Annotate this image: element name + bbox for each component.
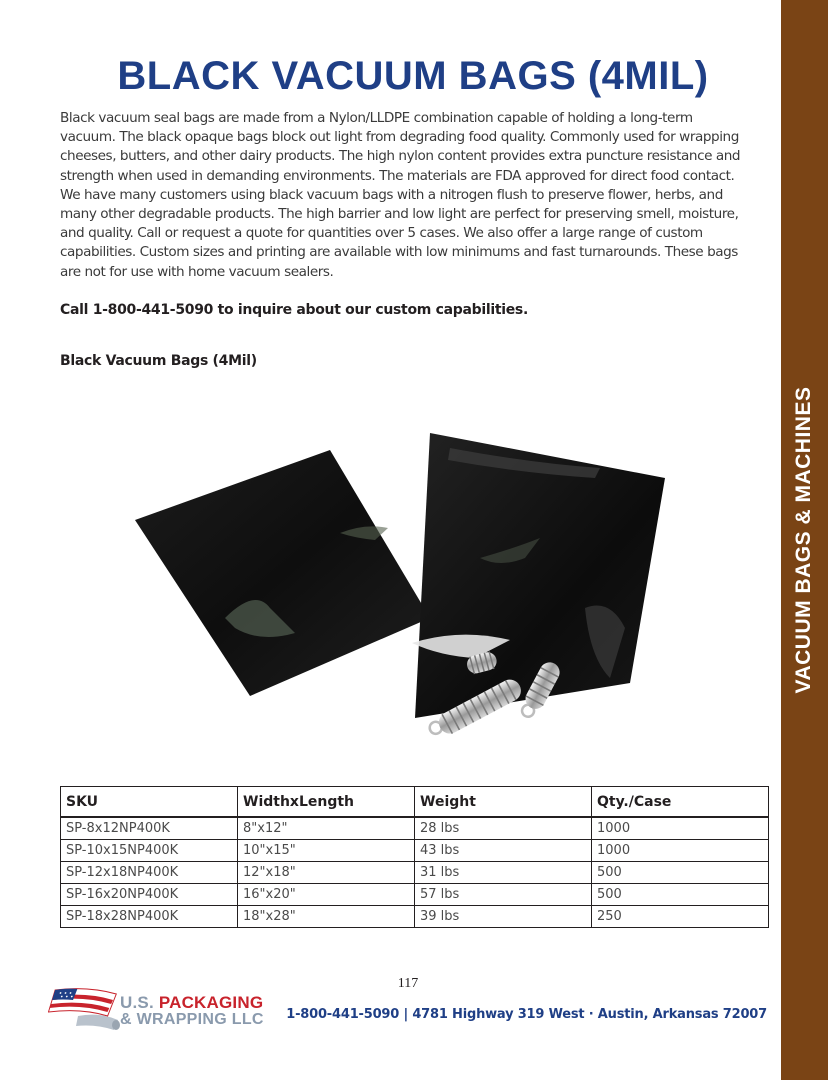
sku-cell: SP-16x20NP400K <box>61 884 238 906</box>
weight-cell: 57 lbs <box>415 884 592 906</box>
qty-cell: 500 <box>592 862 769 884</box>
column-header-qty: Qty./Case <box>592 787 769 818</box>
logo-us: U.S. <box>120 993 154 1012</box>
product-description: Black vacuum seal bags are made from a Nylon/LLDPE combination capable of holding a long-term vacuum. The black opaque bags block out light from degrading food quality. Commonly used for wrapping cheeses, butters, and other dairy products. The high nylon content provides extra puncture resistance and strength when used in demanding environments. The materials are FDA approved for direct food contact. We have many customers using black vacuum bags with a nitrogen flush to preserve flower, herbs, and many other degradable products. The high barrier and low light are perfect for preserving smell, moisture, and quality. Call or request a quote for quantities over 5 cases. We also offer a large range of custom capabilities. Custom sizes and printing are available with low minimums and fast turnarounds. These bags are not for use with home vacuum sealers. <box>60 110 741 280</box>
size-cell: 12"x18" <box>238 862 415 884</box>
size-cell: 10"x15" <box>238 840 415 862</box>
weight-cell: 43 lbs <box>415 840 592 862</box>
footer-contact-info: 1-800-441-5090 | 4781 Highway 319 West · Austin, Arkansas 72007 <box>286 1007 767 1022</box>
table-header-row <box>61 787 769 818</box>
logo-packaging: PACKAGING <box>158 993 264 1012</box>
qty-cell: 1000 <box>592 840 769 862</box>
sku-cell: SP-8x12NP400K <box>61 817 238 840</box>
logo-wrapping: & WRAPPING LLC <box>120 1011 264 1028</box>
section-label: VACUUM BAGS & MACHINES <box>792 386 815 694</box>
table-row <box>61 862 769 884</box>
black-bag-left <box>135 450 430 696</box>
product-heading: Black Vacuum Bags (4Mil) <box>60 353 257 369</box>
column-header-size: WidthxLength <box>238 787 415 818</box>
qty-cell: 250 <box>592 906 769 928</box>
sku-cell: SP-18x28NP400K <box>61 906 238 928</box>
size-cell: 18"x28" <box>238 906 415 928</box>
column-header-weight: Weight <box>415 787 592 818</box>
column-header-sku: SKU <box>61 787 238 818</box>
page-title: BLACK VACUUM BAGS (4MIL) <box>117 54 709 98</box>
weight-cell: 31 lbs <box>415 862 592 884</box>
table-row <box>61 906 769 928</box>
table-row <box>61 884 769 906</box>
product-photo <box>130 428 670 738</box>
weight-cell: 39 lbs <box>415 906 592 928</box>
product-spec-table <box>60 786 769 928</box>
qty-cell: 1000 <box>592 817 769 840</box>
sku-cell: SP-12x18NP400K <box>61 862 238 884</box>
size-cell: 8"x12" <box>238 817 415 840</box>
size-cell: 16"x20" <box>238 884 415 906</box>
weight-cell: 28 lbs <box>415 817 592 840</box>
page-number: 117 <box>397 976 419 991</box>
company-logo-text <box>120 994 264 1028</box>
sku-cell: SP-10x15NP400K <box>61 840 238 862</box>
table-row <box>61 817 769 840</box>
call-to-action: Call 1-800-441-5090 to inquire about our custom capabilities. <box>60 302 528 318</box>
qty-cell: 500 <box>592 884 769 906</box>
table-row <box>61 840 769 862</box>
